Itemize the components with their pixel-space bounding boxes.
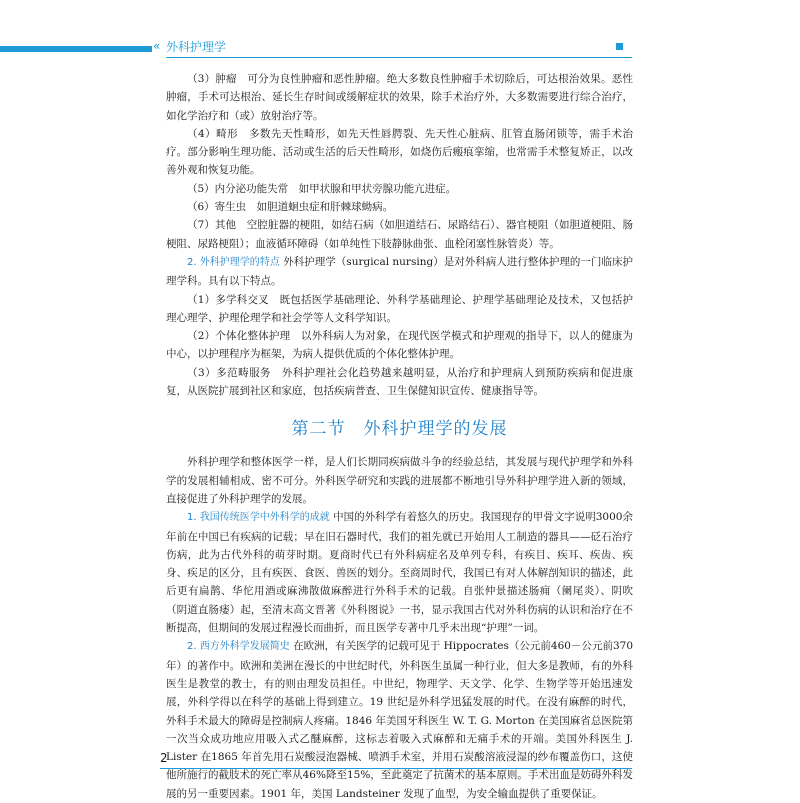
subsection-heading: 2. 西方外科学发展简史 [187,641,290,653]
double-chevron-icon: « [153,39,159,53]
header-accent-bar [0,46,152,52]
header-square-icon [616,43,623,50]
subsection-western-history [166,637,633,803]
subsection-chinese-history [166,508,633,637]
subsection-heading: 2. 外科护理学的特点 [187,256,280,268]
subsection-text: 外科护理学（surgical nursing）是对外科病人进行整体护理的一门临床护理学科。具有以下特点。 [166,255,633,288]
paragraph-intro: 外科护理学和整体医学一样，是人们长期同疾病做斗争的经验总结，其发展与现代护理学和外科学的发展相辅相成、密不可分。外科医学研究和实践的进展都不断地引导外科护理学进入新的领域，直接促进了外科护理学的发展。 [166,456,633,505]
page-header [0,38,800,66]
paragraph-other: （7）其他 空腔脏器的梗阻，如结石病（如胆道结石、尿路结石）、器官梗阻（如胆道梗阻、肠梗阻、尿路梗阻）；血液循环障碍（如单纯性下肢静脉曲张、血栓闭塞性脉管炎）等。 [166,219,633,250]
section-title: 第二节 外科护理学的发展 [291,419,508,440]
paragraph-endocrine: （5）内分泌功能失常 如甲状腺和甲状旁腺功能亢进症。 [187,182,457,195]
paragraph-individual-care: （2）个体化整体护理 以外科病人为对象，在现代医学模式和护理观的指导下，以人的健康为中心，以护理程序为框架，为病人提供优质的个体化整体护理。 [166,330,633,361]
subsection-text: 中国的外科学有着悠久的历史。我国现存的甲骨文字说明3000余年前在中国已有疾病的记载；早在旧石器时代，我们的祖先就已开始用人工制造的器具——砭石治疗伤病，此为古代外科的萌芽时期。夏商时代已有外科病症名及单列专科，有疾目、疾耳、疾齿、疾身、疾足的区分，且有疾医、食医、兽医的划分。至商周时代，我国已有对人体解剖知识的描述，此后更有扁鹊、华佗用酒或麻沸散做麻醉进行外科手术的记载。自张仲景描述肠痈（阑尾炎）、阴吹（阴道直肠瘘）起，至清末高文晋著《外科图说》一书，显示我国古代对外科伤病的认识和治疗在不断提高，但期间的发展过程漫长而曲折，而且医学专著中几乎未出现“护理”一词。 [166,511,633,635]
subsection-features [166,253,633,291]
book-title: 外科护理学 [166,40,227,54]
footer-rule [160,768,632,769]
paragraph-deformity: （4）畸形 多数先天性畸形，如先天性唇腭裂、先天性心脏病、肛管直肠闭锁等，需手术治疗。部分影响生理功能、活动或生活的后天性畸形，如烧伤后瘢痕挛缩，也常需手术整复矫正，以改善外观和恢复功能。 [166,127,633,177]
subsection-text: 在欧洲，有关医学的记载可见于 Hippocrates（公元前460－公元前370年）的著作中。欧洲和美洲在漫长的中世纪时代，外科医生虽属一种行业，但大多是教师，有的外科医生是教堂的教士，有的则由理发员担任。中世纪，物理学、天文学、化学、生物学等开始迅速发展，外科学得以在科学的基础上得到建立。19 世纪是外科学迅猛发展的时代。在没有麻醉的时代，外科手术最大的障碍是控制病人疼痛。1846 年美国牙科医生 W. T. G. Morton 在美国麻省总医院第一次当众成功地应用吸入式乙醚麻醉，这标志着吸入式麻醉和无痛手术的开端。美国外科医生 J. Lister 在1865 年首先用石炭酸浸泡器械、喷洒手术室，并用石炭酸溶液浸湿的纱布覆盖伤口，这使他所施行的截肢术的死亡率从46%降至15%，至此奠定了抗菌术的基本原则。手术出血是妨碍外科发展的另一重要因素。1901 年，美国 Landsteiner 发现了血型，为安全输血提供了重要保证。 [166,640,633,800]
subsection-heading: 1. 我国传统医学中外科学的成就 [187,512,330,524]
header-rule [166,57,632,58]
paragraph-multidiscipline: （1）多学科交叉 既包括医学基础理论、外科学基础理论、护理学基础理论及技术，又包括护理心理学、护理伦理学和社会学等人文科学知识。 [166,293,633,324]
paragraph-multi-domain: （3）多范畴服务 外科护理社会化趋势越来越明显，从治疗和护理病人到预防疾病和促进康复，从医院扩展到社区和家庭，包括疾病普查、卫生保健知识宣传、健康指导等。 [166,366,633,398]
paragraph-parasite: （6）寄生虫 如胆道蛔虫症和肝棘球蚴病。 [187,201,394,214]
page-body [166,70,633,803]
paragraph-tumor: （3）肿瘤 可分为良性肿瘤和恶性肿瘤。绝大多数良性肿瘤手术切除后，可达根治效果。恶性肿瘤，手术可达根治、延长生存时间或缓解症状的效果，除手术治疗外，大多数需要进行综合治疗，如化学治疗和（或）放射治疗等。 [166,73,633,122]
page-number: 2 [160,751,168,765]
